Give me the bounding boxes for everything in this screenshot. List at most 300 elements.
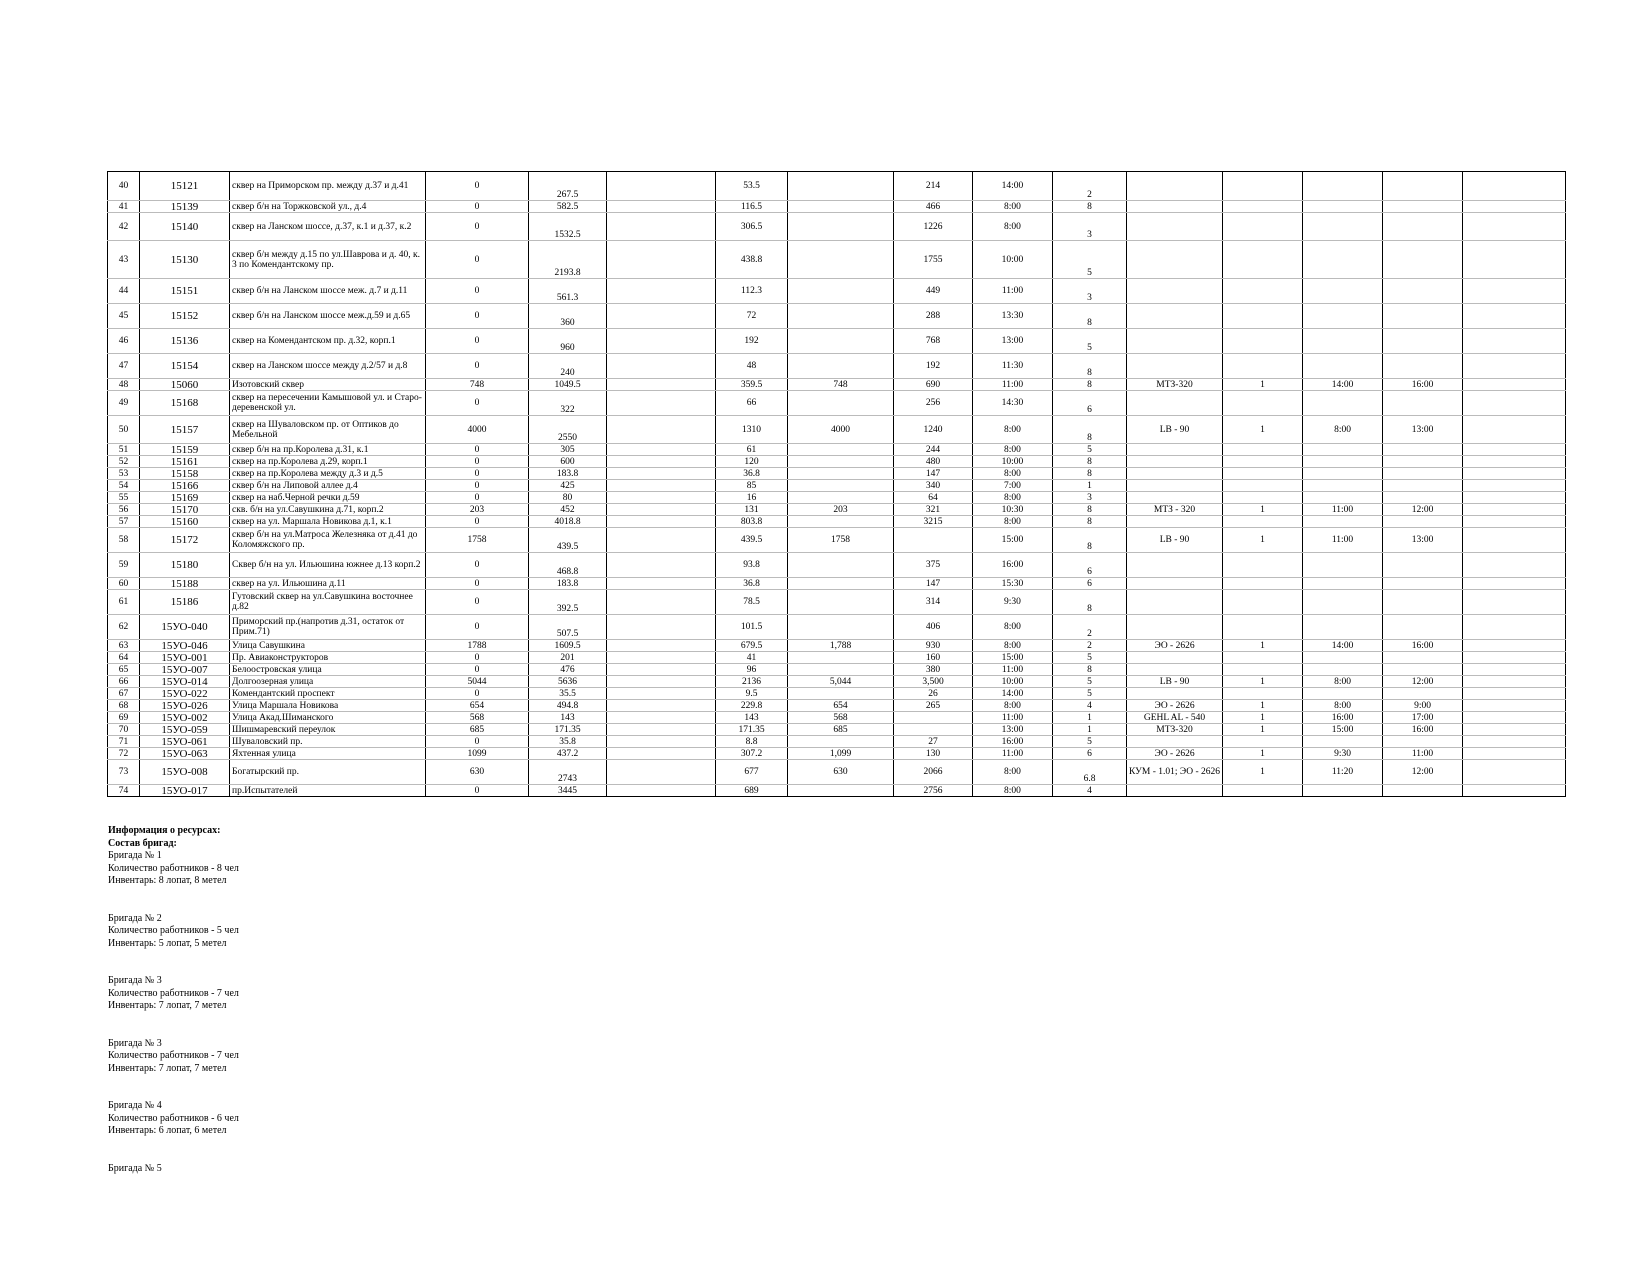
- cell-d: 72: [716, 304, 788, 329]
- cell-a: 203: [426, 504, 529, 516]
- cell-t: 13:00: [973, 329, 1053, 354]
- cell-s: [1303, 391, 1383, 416]
- cell-x: [1463, 172, 1566, 201]
- cell-c: [607, 516, 716, 528]
- cell-br: 8: [1053, 468, 1127, 480]
- spacer: [108, 950, 239, 975]
- cell-f: 2066: [894, 760, 973, 785]
- cell-d: 120: [716, 456, 788, 468]
- cell-q: [1223, 444, 1303, 456]
- cell-e: [788, 456, 894, 468]
- cell-a: 685: [426, 724, 529, 736]
- cell-q: [1223, 652, 1303, 664]
- cell-eq: [1127, 279, 1223, 304]
- cell-en: [1383, 329, 1463, 354]
- cell-t: 8:00: [973, 201, 1053, 213]
- cell-code: 15151: [140, 279, 230, 304]
- cell-a: 0: [426, 468, 529, 480]
- cell-f: 64: [894, 492, 973, 504]
- cell-eq: МТЗ - 320: [1127, 504, 1223, 516]
- cell-code: 15УО-007: [140, 664, 230, 676]
- cell-q: [1223, 480, 1303, 492]
- cell-e: 4000: [788, 416, 894, 444]
- cell-t: 15:30: [973, 578, 1053, 590]
- cell-c: [607, 480, 716, 492]
- cell-e: [788, 201, 894, 213]
- cell-e: 1,788: [788, 640, 894, 652]
- table-row: [108, 379, 1566, 391]
- cell-s: 9:30: [1303, 748, 1383, 760]
- cell-a: 568: [426, 712, 529, 724]
- cell-t: 8:00: [973, 640, 1053, 652]
- cell-f: 26: [894, 688, 973, 700]
- cell-c: [607, 664, 716, 676]
- cell-c: [607, 416, 716, 444]
- cell-br: 5: [1053, 652, 1127, 664]
- cell-t: 10:00: [973, 676, 1053, 688]
- cell-name: сквер б/н на Торжковской ул., д.4: [230, 201, 426, 213]
- cell-s: 8:00: [1303, 676, 1383, 688]
- cell-c: [607, 590, 716, 615]
- cell-name: сквер на наб.Черной речки д.59: [230, 492, 426, 504]
- cell-eq: [1127, 468, 1223, 480]
- cell-a: 0: [426, 688, 529, 700]
- cell-d: 438.8: [716, 241, 788, 279]
- cell-code: 15УО-008: [140, 760, 230, 785]
- table-row: [108, 516, 1566, 528]
- cell-name: сквер на Шуваловском пр. от Оптиков до Мебельной: [230, 416, 426, 444]
- cell-t: 8:00: [973, 615, 1053, 640]
- cell-a: 0: [426, 736, 529, 748]
- table-row: [108, 444, 1566, 456]
- cell-name: Комендантский проспект: [230, 688, 426, 700]
- cell-code: 15УО-061: [140, 736, 230, 748]
- cell-q: [1223, 785, 1303, 797]
- cell-eq: [1127, 785, 1223, 797]
- cell-eq: [1127, 213, 1223, 241]
- cell-a: 0: [426, 480, 529, 492]
- cell-a: 0: [426, 615, 529, 640]
- cell-eq: [1127, 736, 1223, 748]
- cell-eq: МТЗ-320: [1127, 379, 1223, 391]
- cell-f: 1755: [894, 241, 973, 279]
- cell-name: Белоостровская улица: [230, 664, 426, 676]
- cell-code: 15157: [140, 416, 230, 444]
- cell-en: [1383, 590, 1463, 615]
- cell-t: 11:30: [973, 354, 1053, 379]
- table-row: [108, 456, 1566, 468]
- cell-br: 8: [1053, 354, 1127, 379]
- cell-q: [1223, 553, 1303, 578]
- schedule-table-container: [107, 171, 1566, 797]
- cell-br: 5: [1053, 444, 1127, 456]
- cell-br: 6: [1053, 553, 1127, 578]
- table-row: [108, 590, 1566, 615]
- cell-br: 8: [1053, 504, 1127, 516]
- cell-x: [1463, 528, 1566, 553]
- cell-br: 2: [1053, 615, 1127, 640]
- cell-e: [788, 480, 894, 492]
- cell-code: 15158: [140, 468, 230, 480]
- cell-x: [1463, 664, 1566, 676]
- cell-s: [1303, 201, 1383, 213]
- cell-name: сквер б/н на Ланском шоссе меж.д.59 и д.65: [230, 304, 426, 329]
- cell-code: 15060: [140, 379, 230, 391]
- cell-b: 392.5: [529, 590, 607, 615]
- cell-e: [788, 468, 894, 480]
- cell-en: 12:00: [1383, 504, 1463, 516]
- table-row: [108, 391, 1566, 416]
- cell-f: 265: [894, 700, 973, 712]
- cell-n: 72: [108, 748, 140, 760]
- cell-en: [1383, 213, 1463, 241]
- cell-x: [1463, 504, 1566, 516]
- cell-eq: [1127, 354, 1223, 379]
- cell-code: 15УО-022: [140, 688, 230, 700]
- cell-code: 15154: [140, 354, 230, 379]
- cell-c: [607, 279, 716, 304]
- spacer: [108, 888, 239, 913]
- cell-a: 1099: [426, 748, 529, 760]
- cell-name: Улица Акад.Шиманского: [230, 712, 426, 724]
- cell-x: [1463, 241, 1566, 279]
- cell-b: 476: [529, 664, 607, 676]
- cell-n: 45: [108, 304, 140, 329]
- cell-n: 41: [108, 201, 140, 213]
- cell-name: Улица Маршала Новикова: [230, 700, 426, 712]
- table-row: [108, 785, 1566, 797]
- cell-br: 8: [1053, 528, 1127, 553]
- cell-a: 0: [426, 516, 529, 528]
- cell-b: 1532.5: [529, 213, 607, 241]
- cell-c: [607, 652, 716, 664]
- cell-x: [1463, 379, 1566, 391]
- cell-e: [788, 736, 894, 748]
- cell-d: 48: [716, 354, 788, 379]
- cell-c: [607, 724, 716, 736]
- cell-c: [607, 640, 716, 652]
- table-row: [108, 724, 1566, 736]
- cell-br: 5: [1053, 241, 1127, 279]
- cell-b: 360: [529, 304, 607, 329]
- cell-code: 15186: [140, 590, 230, 615]
- cell-eq: КУМ - 1.01; ЭО - 2626: [1127, 760, 1223, 785]
- cell-name: Улица Савушкина: [230, 640, 426, 652]
- cell-a: 0: [426, 354, 529, 379]
- cell-q: [1223, 391, 1303, 416]
- cell-en: [1383, 578, 1463, 590]
- cell-e: [788, 664, 894, 676]
- table-row: [108, 416, 1566, 444]
- cell-c: [607, 391, 716, 416]
- cell-eq: [1127, 444, 1223, 456]
- cell-x: [1463, 492, 1566, 504]
- cell-c: [607, 213, 716, 241]
- cell-t: 8:00: [973, 785, 1053, 797]
- cell-c: [607, 379, 716, 391]
- cell-e: 5,044: [788, 676, 894, 688]
- spacer: [108, 1075, 239, 1100]
- cell-c: [607, 785, 716, 797]
- cell-b: 5636: [529, 676, 607, 688]
- cell-b: 183.8: [529, 468, 607, 480]
- cell-t: 10:30: [973, 504, 1053, 516]
- cell-en: 16:00: [1383, 379, 1463, 391]
- cell-e: [788, 652, 894, 664]
- cell-e: [788, 688, 894, 700]
- cell-f: 1240: [894, 416, 973, 444]
- cell-name: Пр. Авиаконструкторов: [230, 652, 426, 664]
- cell-code: 15УО-001: [140, 652, 230, 664]
- cell-br: 1: [1053, 712, 1127, 724]
- cell-br: 8: [1053, 201, 1127, 213]
- cell-d: 41: [716, 652, 788, 664]
- cell-t: 8:00: [973, 492, 1053, 504]
- table-row: [108, 748, 1566, 760]
- cell-d: 306.5: [716, 213, 788, 241]
- cell-s: 11:00: [1303, 504, 1383, 516]
- cell-c: [607, 456, 716, 468]
- cell-en: [1383, 241, 1463, 279]
- cell-e: [788, 354, 894, 379]
- table-row: [108, 279, 1566, 304]
- cell-e: 1,099: [788, 748, 894, 760]
- cell-en: [1383, 492, 1463, 504]
- cell-en: [1383, 615, 1463, 640]
- cell-b: 2193.8: [529, 241, 607, 279]
- cell-code: 15УО-059: [140, 724, 230, 736]
- cell-br: 8: [1053, 590, 1127, 615]
- cell-f: 160: [894, 652, 973, 664]
- cell-q: [1223, 578, 1303, 590]
- cell-b: 960: [529, 329, 607, 354]
- cell-q: 1: [1223, 640, 1303, 652]
- cell-t: 8:00: [973, 416, 1053, 444]
- cell-en: [1383, 480, 1463, 492]
- cell-br: 5: [1053, 688, 1127, 700]
- cell-s: [1303, 664, 1383, 676]
- cell-e: [788, 241, 894, 279]
- cell-f: 466: [894, 201, 973, 213]
- cell-f: 340: [894, 480, 973, 492]
- cell-s: [1303, 688, 1383, 700]
- cell-br: 8: [1053, 416, 1127, 444]
- cell-eq: [1127, 516, 1223, 528]
- brigade-inventory: Инвентарь: 5 лопат, 5 метел: [108, 937, 227, 949]
- cell-en: 13:00: [1383, 528, 1463, 553]
- cell-s: [1303, 516, 1383, 528]
- cell-b: 305: [529, 444, 607, 456]
- cell-d: 8.8: [716, 736, 788, 748]
- cell-e: [788, 785, 894, 797]
- cell-s: [1303, 492, 1383, 504]
- cell-q: 1: [1223, 528, 1303, 553]
- cell-eq: [1127, 553, 1223, 578]
- cell-f: 480: [894, 456, 973, 468]
- cell-f: 449: [894, 279, 973, 304]
- cell-en: 11:00: [1383, 748, 1463, 760]
- cell-n: 56: [108, 504, 140, 516]
- cell-f: 244: [894, 444, 973, 456]
- cell-d: 171.35: [716, 724, 788, 736]
- cell-n: 54: [108, 480, 140, 492]
- cell-t: 13:30: [973, 304, 1053, 329]
- cell-n: 70: [108, 724, 140, 736]
- cell-name: Долгоозерная улица: [230, 676, 426, 688]
- cell-f: 406: [894, 615, 973, 640]
- cell-code: 15170: [140, 504, 230, 516]
- cell-c: [607, 553, 716, 578]
- table-row: [108, 700, 1566, 712]
- cell-name: Яхтенная улица: [230, 748, 426, 760]
- table-row: [108, 201, 1566, 213]
- cell-d: 803.8: [716, 516, 788, 528]
- cell-d: 85: [716, 480, 788, 492]
- cell-eq: [1127, 615, 1223, 640]
- cell-x: [1463, 688, 1566, 700]
- cell-e: [788, 444, 894, 456]
- cell-e: [788, 329, 894, 354]
- cell-n: 71: [108, 736, 140, 748]
- cell-f: 2756: [894, 785, 973, 797]
- cell-br: 8: [1053, 304, 1127, 329]
- cell-c: [607, 615, 716, 640]
- cell-eq: [1127, 578, 1223, 590]
- cell-en: [1383, 444, 1463, 456]
- cell-d: 36.8: [716, 578, 788, 590]
- cell-b: 267.5: [529, 172, 607, 201]
- cell-br: 4: [1053, 700, 1127, 712]
- brigade-inventory: Инвентарь: 7 лопат, 7 метел: [108, 1062, 227, 1074]
- cell-d: 689: [716, 785, 788, 797]
- cell-t: 11:00: [973, 748, 1053, 760]
- brigades-subtitle: Состав бригад:: [108, 837, 177, 849]
- cell-x: [1463, 760, 1566, 785]
- cell-c: [607, 736, 716, 748]
- cell-c: [607, 468, 716, 480]
- cell-q: [1223, 736, 1303, 748]
- cell-en: 12:00: [1383, 760, 1463, 785]
- brigade-workers: Количество работников - 8 чел: [108, 862, 239, 874]
- cell-x: [1463, 304, 1566, 329]
- cell-s: 11:00: [1303, 528, 1383, 553]
- cell-s: 14:00: [1303, 640, 1383, 652]
- table-row: [108, 688, 1566, 700]
- cell-s: 14:00: [1303, 379, 1383, 391]
- cell-q: 1: [1223, 760, 1303, 785]
- cell-q: 1: [1223, 416, 1303, 444]
- cell-c: [607, 304, 716, 329]
- cell-a: 0: [426, 172, 529, 201]
- cell-b: 507.5: [529, 615, 607, 640]
- cell-name: Сквер б/н на ул. Ильюшина южнее д.13 корп.2: [230, 553, 426, 578]
- cell-d: 112.3: [716, 279, 788, 304]
- cell-a: 1758: [426, 528, 529, 553]
- table-row: [108, 241, 1566, 279]
- cell-q: [1223, 201, 1303, 213]
- brigade-inventory: Инвентарь: 6 лопат, 6 метел: [108, 1125, 227, 1136]
- cell-q: [1223, 329, 1303, 354]
- cell-en: [1383, 664, 1463, 676]
- spacer: [108, 1138, 239, 1163]
- cell-name: Приморский пр.(напротив д.31, остаток от Прим.71): [230, 615, 426, 640]
- cell-eq: [1127, 304, 1223, 329]
- cell-b: 452: [529, 504, 607, 516]
- cell-br: 5: [1053, 736, 1127, 748]
- cell-f: 1226: [894, 213, 973, 241]
- cell-name: Шишмаревский переулок: [230, 724, 426, 736]
- cell-eq: [1127, 391, 1223, 416]
- cell-b: 201: [529, 652, 607, 664]
- cell-e: [788, 590, 894, 615]
- cell-en: [1383, 354, 1463, 379]
- cell-x: [1463, 700, 1566, 712]
- cell-en: [1383, 553, 1463, 578]
- cell-n: 47: [108, 354, 140, 379]
- table-row: [108, 354, 1566, 379]
- cell-f: [894, 712, 973, 724]
- cell-name: сквер на Комендантском пр. д.32, корп.1: [230, 329, 426, 354]
- table-row: [108, 504, 1566, 516]
- cell-n: 74: [108, 785, 140, 797]
- cell-eq: [1127, 241, 1223, 279]
- cell-f: 690: [894, 379, 973, 391]
- cell-eq: [1127, 201, 1223, 213]
- cell-q: [1223, 664, 1303, 676]
- cell-name: сквер на ул. Маршала Новикова д.1, к.1: [230, 516, 426, 528]
- cell-t: 15:00: [973, 652, 1053, 664]
- cell-n: 43: [108, 241, 140, 279]
- cell-t: 11:00: [973, 379, 1053, 391]
- cell-br: 6: [1053, 578, 1127, 590]
- cell-n: 49: [108, 391, 140, 416]
- cell-code: 15139: [140, 201, 230, 213]
- cell-c: [607, 760, 716, 785]
- cell-d: 2136: [716, 676, 788, 688]
- cell-n: 63: [108, 640, 140, 652]
- cell-c: [607, 201, 716, 213]
- cell-x: [1463, 553, 1566, 578]
- cell-b: 437.2: [529, 748, 607, 760]
- cell-s: [1303, 652, 1383, 664]
- cell-c: [607, 241, 716, 279]
- cell-s: [1303, 304, 1383, 329]
- cell-f: 27: [894, 736, 973, 748]
- cell-q: [1223, 688, 1303, 700]
- cell-b: 2550: [529, 416, 607, 444]
- cell-s: [1303, 329, 1383, 354]
- cell-n: 64: [108, 652, 140, 664]
- cell-f: 214: [894, 172, 973, 201]
- cell-x: [1463, 615, 1566, 640]
- cell-d: 679.5: [716, 640, 788, 652]
- cell-b: 143: [529, 712, 607, 724]
- cell-x: [1463, 640, 1566, 652]
- cell-a: 0: [426, 391, 529, 416]
- cell-e: 654: [788, 700, 894, 712]
- cell-n: 60: [108, 578, 140, 590]
- cell-d: 61: [716, 444, 788, 456]
- cell-eq: [1127, 172, 1223, 201]
- cell-x: [1463, 578, 1566, 590]
- cell-eq: [1127, 480, 1223, 492]
- cell-c: [607, 688, 716, 700]
- cell-code: 15УО-002: [140, 712, 230, 724]
- cell-s: 8:00: [1303, 700, 1383, 712]
- cell-eq: [1127, 329, 1223, 354]
- cell-q: 1: [1223, 676, 1303, 688]
- cell-n: 62: [108, 615, 140, 640]
